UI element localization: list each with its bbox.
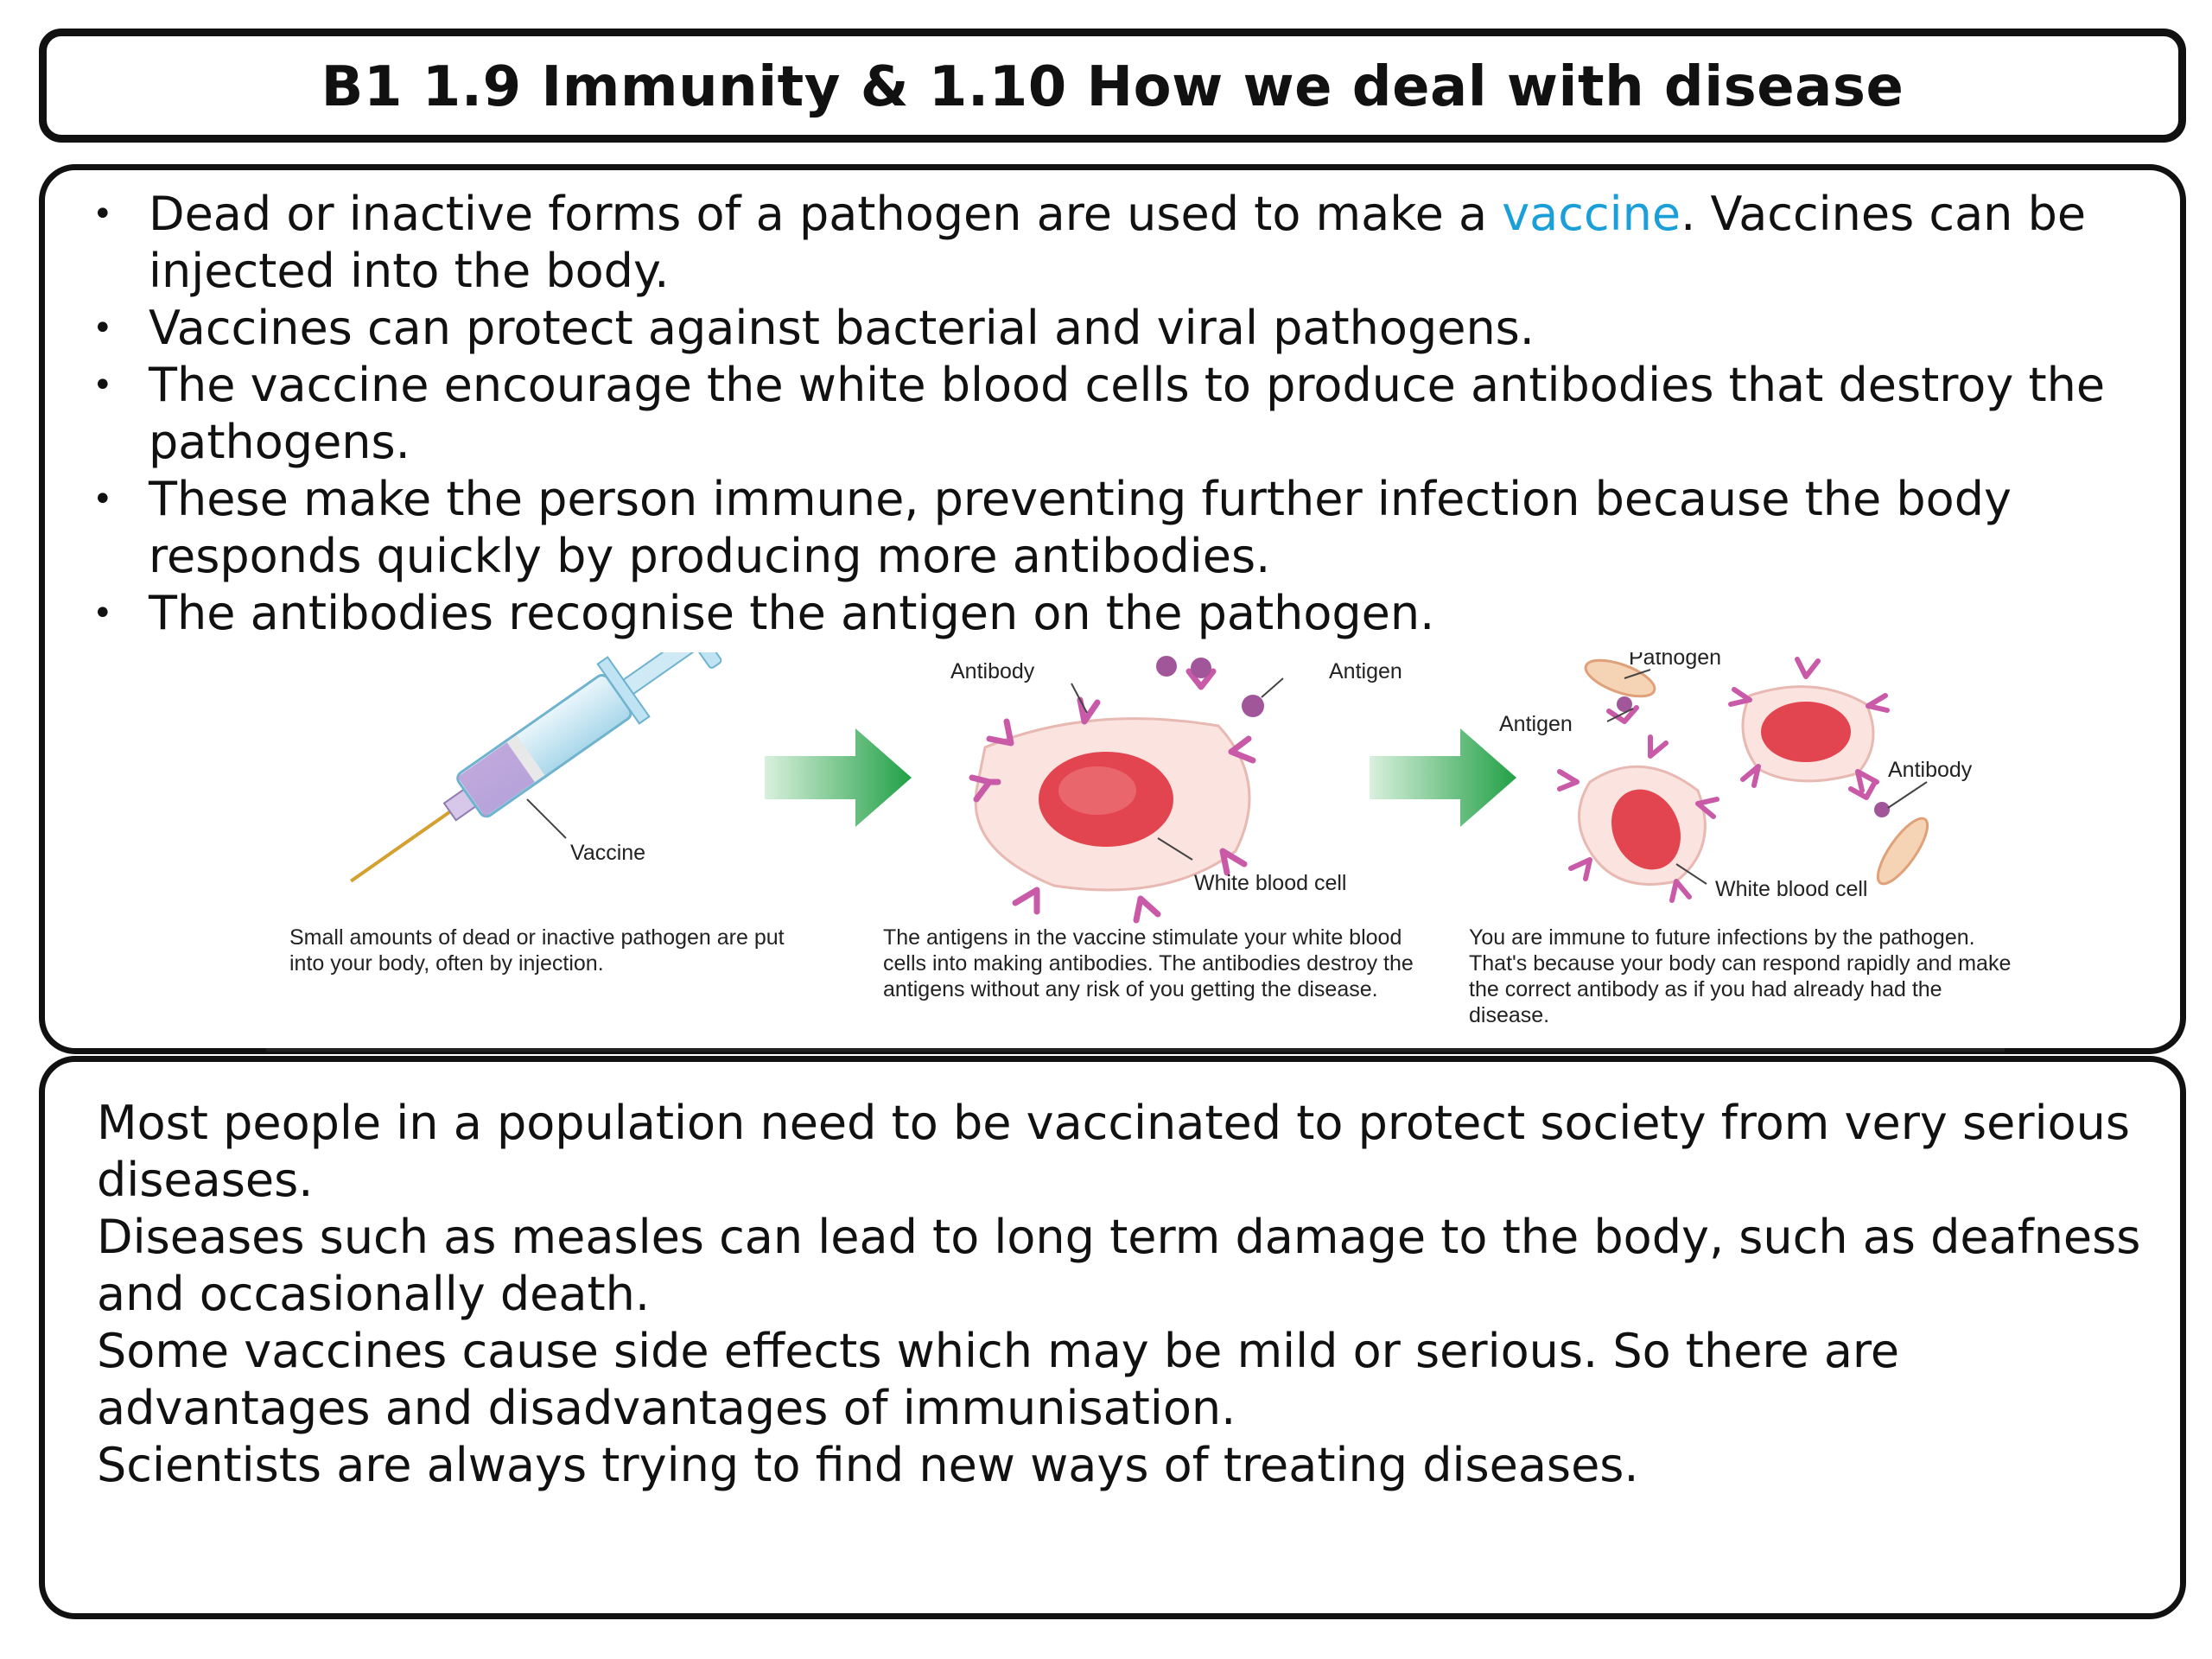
caption-step-1: Small amounts of dead or inactive pathogen are put into your body, often by injection.	[289, 925, 785, 976]
bullet-dot: •	[92, 194, 113, 234]
label-antigen: Antigen	[1499, 712, 1573, 736]
bullet-text-end: . Vaccines can be injected into the body.	[149, 187, 2087, 298]
society-panel	[39, 1056, 2186, 1619]
label-white-blood-cell: White blood cell	[1715, 877, 1868, 901]
paragraph: Most people in a population need to be vaccinated to protect society from very serious diseases.	[97, 1096, 2131, 1207]
white-blood-cell-icon	[1580, 766, 1706, 884]
label-antibody: Antibody	[1888, 758, 1973, 782]
bullet-dot: •	[92, 594, 113, 633]
immunity-diagram	[259, 652, 2039, 1058]
paragraph: Diseases such as measles can lead to long term damage to the body, such as deafness and occasionally death.	[97, 1210, 2141, 1321]
bullet-dot: •	[92, 308, 113, 348]
arrow-right-icon	[1370, 728, 1516, 827]
label-pathogen: Pathogen	[1629, 652, 1722, 670]
caption-step-2: The antigens in the vaccine stimulate your white blood cells into making antibodies. The antibodies destroy the antigens without any risk of you getting the disease.	[883, 925, 1414, 1001]
white-blood-cell-icon	[976, 719, 1249, 890]
label-antigen: Antigen	[1329, 659, 1402, 683]
bullet-dot: •	[92, 480, 113, 519]
page-title: B1 1.9 Immunity & 1.10 How we deal with disease	[321, 55, 1904, 119]
paragraph: Scientists are always trying to find new ways of treating diseases.	[97, 1438, 1639, 1492]
bullet-text: The antibodies recognise the antigen on the pathogen.	[149, 586, 1435, 640]
bullet-text-start: Dead or inactive forms of a pathogen are used to make a	[149, 187, 1503, 241]
bullet-dot: •	[92, 365, 113, 405]
antigen-icon	[1242, 695, 1264, 717]
bullet-text	[149, 186, 2162, 300]
arrow-right-icon	[765, 728, 912, 827]
antigen-icon	[1191, 658, 1211, 678]
label-white-blood-cell: White blood cell	[1194, 871, 1347, 895]
paragraph: Some vaccines cause side effects which may be mild or serious. So there are advantages and disadvantages of immunisation.	[97, 1324, 1900, 1435]
antigen-icon	[1156, 656, 1177, 677]
caption-step-3: You are immune to future infections by the pathogen. That's because your body can respond rapidly and make the correct antibody as if you had already had the disease.	[1469, 925, 2012, 1027]
bullet-text: Vaccines can protect against bacterial and viral pathogens.	[149, 301, 1535, 355]
label-antibody: Antibody	[950, 659, 1035, 683]
bullet-text: The vaccine encourage the white blood cells to produce antibodies that destroy the pathogens.	[149, 358, 2106, 469]
bullet-text: These make the person immune, preventing further infection because the body responds quickly by producing more antibodies.	[149, 472, 2012, 583]
title-box	[39, 29, 2186, 143]
syringe-icon	[330, 652, 724, 911]
white-blood-cell-icon	[1743, 687, 1873, 781]
label-vaccine: Vaccine	[570, 841, 646, 865]
vaccine-link[interactable]: vaccine	[1502, 187, 1681, 241]
